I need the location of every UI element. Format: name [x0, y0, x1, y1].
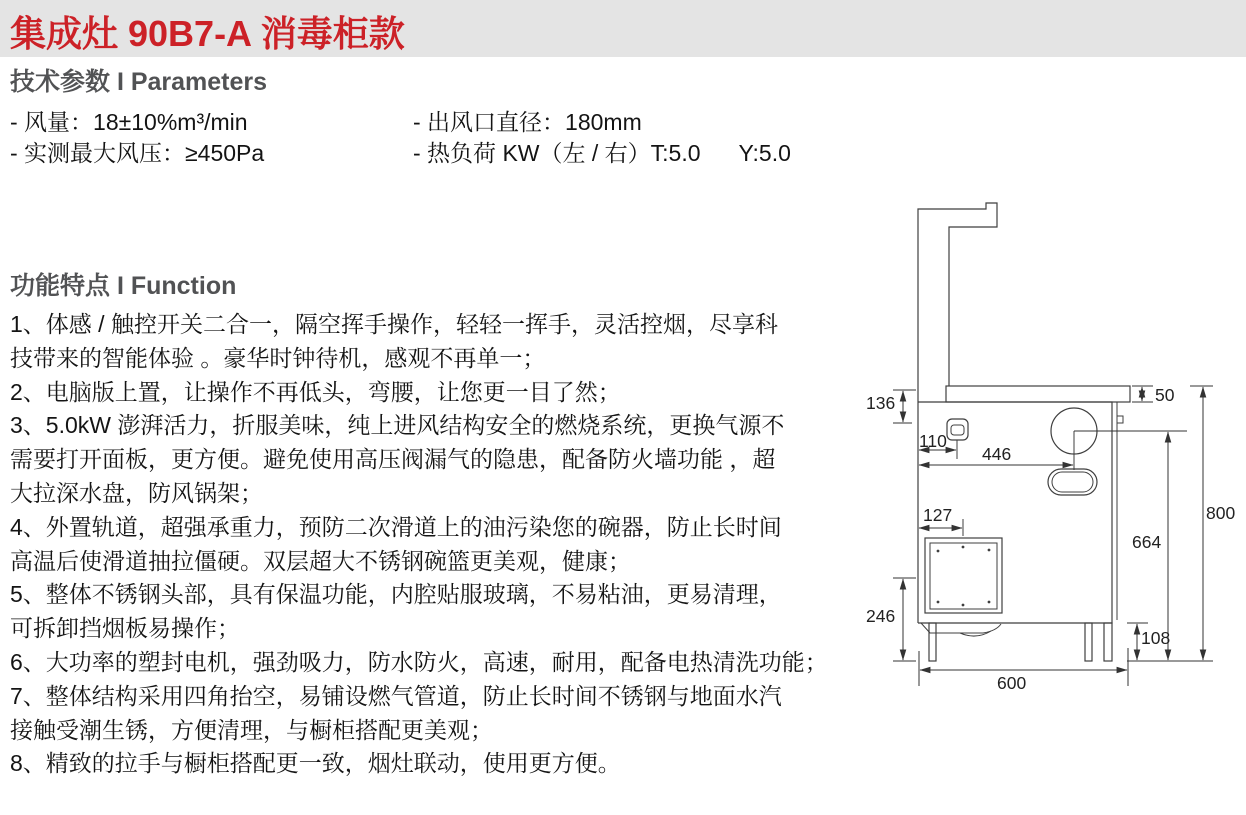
dim-label-50: 50	[1155, 385, 1175, 405]
function-item-line: 高温后使滑道抽拉僵硬。双层超大不锈钢碗篮更美观，健康；	[10, 547, 631, 574]
function-item-line: 接触受潮生锈，方便清理，与橱柜搭配更美观；	[10, 716, 493, 743]
param-outlet-diameter: - 出风口直径：180mm	[413, 109, 642, 135]
back-panel-clip	[1117, 416, 1123, 423]
dim-label-127: 127	[923, 505, 953, 525]
function-item-line: 技带来的智能体验 。豪华时钟待机，感观不再单一；	[10, 344, 546, 371]
screw-dot	[988, 601, 991, 604]
leg	[929, 623, 936, 661]
dim-label-800: 800	[1206, 503, 1236, 523]
dim-label-664: 664	[1132, 532, 1162, 552]
hood-top-plate	[946, 386, 1130, 402]
function-item-line: 2、电脑版上置，让操作不再低头，弯腰，让您更一目了然；	[10, 378, 621, 405]
function-item-line: 8、精致的拉手与橱柜搭配更一致，烟灶联动，使用更方便。	[10, 750, 621, 777]
screw-dot	[937, 601, 940, 604]
screw-dot	[937, 550, 940, 553]
pan-drain-curve	[960, 631, 991, 636]
screw-dot	[962, 604, 965, 607]
screw-dot	[988, 549, 991, 552]
product-outline	[918, 203, 1130, 661]
title-bar	[0, 0, 1246, 57]
screw-dot	[962, 546, 965, 549]
param-airflow: - 风量：18±10%m³/min	[10, 109, 248, 135]
param-pressure: - 实测最大风压：≥450Pa	[10, 140, 265, 166]
outlet-oval-inner	[1052, 472, 1093, 492]
outlet-oval-outer	[1048, 469, 1097, 495]
function-item-line: 4、外置轨道，超强承重力，预防二次滑道上的油污染您的碗器，防止长时间	[10, 513, 782, 540]
gas-inlet-inner	[951, 425, 964, 435]
param-heat-load: - 热负荷 KW（左 / 右）T:5.0 Y:5.0	[413, 140, 791, 166]
function-item-line: 7、整体结构采用四角抬空，易铺设燃气管道，防止长时间不锈钢与地面水汽	[10, 682, 782, 709]
dim-label-600: 600	[997, 673, 1027, 693]
parameters-heading: 技术参数 I Parameters	[10, 68, 268, 96]
function-item-line: 6、大功率的塑封电机，强劲吸力，防水防火，高速，耐用，配备电热清洗功能；	[10, 648, 828, 675]
dim-label-136: 136	[866, 393, 896, 413]
gas-inlet-fitting	[947, 419, 968, 440]
function-item-line: 1、体感 / 触控开关二合一，隔空挥手操作，轻轻一挥手，灵活控烟，尽享科	[10, 311, 778, 337]
function-item-line: 3、5.0kW 澎湃活力，折服美味，纯上进风结构安全的燃烧系统，更换气源不	[10, 412, 785, 439]
function-item-line: 需要打开面板，更方便。避免使用高压阀漏气的隐患，配备防火墙功能 ，超	[10, 446, 776, 473]
dim-label-446: 446	[982, 444, 1012, 464]
function-item-line: 可拆卸挡烟板易操作；	[10, 615, 240, 642]
dim-label-108: 108	[1141, 628, 1171, 648]
bottom-pan	[921, 623, 1001, 633]
function-item-line: 大拉深水盘，防风锅架；	[10, 479, 263, 506]
leg	[1104, 623, 1112, 661]
dim-label-110: 110	[919, 431, 947, 451]
dim-label-246: 246	[866, 606, 896, 626]
function-item-line: 5、整体不锈钢头部，具有保温功能，内腔贴服玻璃，不易粘油，更易清理，	[10, 581, 782, 608]
stove-side-view-diagram	[860, 180, 1246, 720]
access-panel-outer	[925, 538, 1002, 613]
access-panel-inner	[930, 543, 997, 609]
function-list	[10, 308, 890, 781]
page-title: 集成灶 90B7-A 消毒柜款	[10, 13, 405, 54]
leg	[1085, 623, 1092, 661]
function-heading: 功能特点 I Function	[10, 272, 237, 300]
